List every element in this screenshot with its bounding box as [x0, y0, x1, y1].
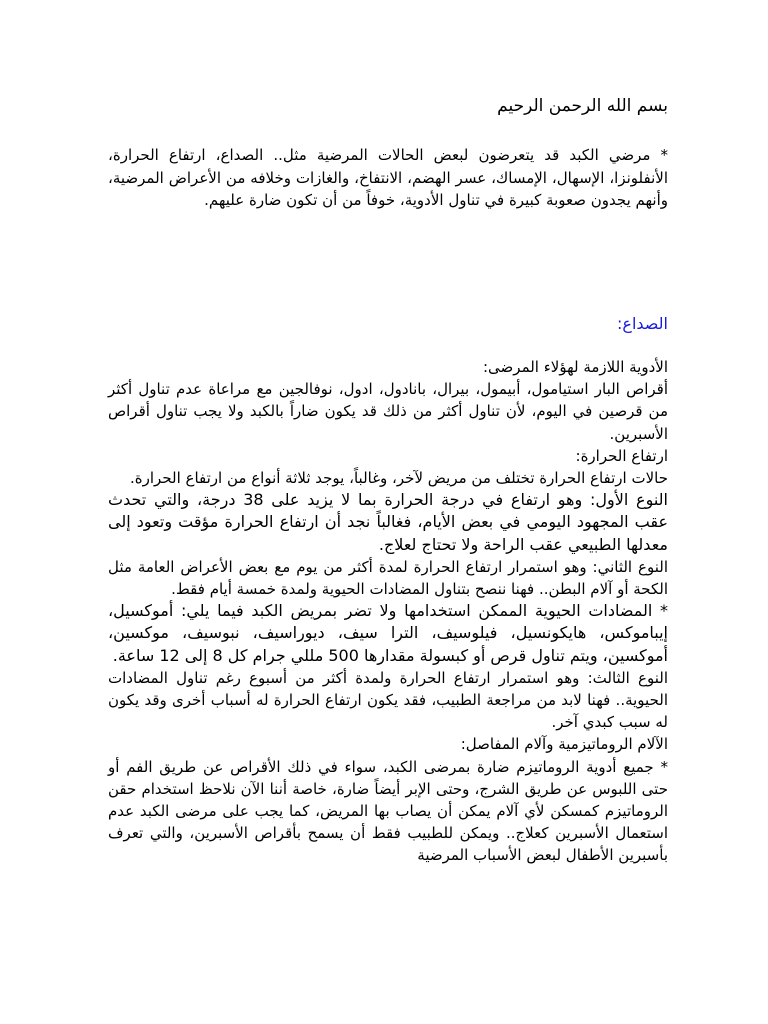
paragraph-type-three: النوع الثالث: وهو استمرار ارتفاع الحرارة ولمدة أكثر من أسبوع رغم تناول المضادات الحيوية.. فهنا لابد من مراجعة الطبيب، فقد يكون ارتفاع الحرارة له أسباب أخرى وقد يكون له سبب كبدي آخر.: [108, 668, 668, 732]
paragraph-medicines-heading: الأدوية اللازمة لهؤلاء المرضى:: [483, 358, 668, 376]
paragraph-painkillers: أقراص البار استيامول، أبيمول، بيرال، بانادول، ادول، نوفالجين مع مراعاة عدم تناول أكثر من قرصين في اليوم، لأن تناول أكثر من ذلك قد يكون ضاراً بالكبد ولا يجب تناول أقراص الأسبرين.: [108, 380, 668, 443]
paragraph-type-one: النوع الأول: وهو ارتفاع في درجة الحرارة بما لا يزيد على 38 درجة، والتي تحدث عقب المجهود اليومي في بعض الأيام، فغالباً نجد أن ارتفاع الحرارة مؤقت وتعود إلى معدلها الطبيعي عقب الراحة ولا تحتاج لعلاج.: [108, 490, 668, 554]
paragraph-fever-intro: حالات ارتفاع الحرارة تختلف من مريض لآخر، وغالباً، يوجد ثلاثة أنواع من ارتفاع الحرارة.: [130, 469, 668, 488]
body-text: [108, 356, 668, 867]
paragraph-type-two: النوع الثاني: وهو استمرار ارتفاع الحرارة لمدة أكثر من يوم مع بعض الأعراض العامة مثل الكحة أو آلام البطن.. فهنا ننصح بتناول المضادات الحيوية ولمدة خمسة أيام فقط.: [108, 557, 668, 599]
paragraph-rheumatism-heading: الآلام الروماتيزمية وآلام المفاصل:: [460, 735, 668, 754]
paragraph-fever-heading: ارتفاع الحرارة:: [575, 446, 668, 465]
intro-paragraph: * مرضي الكبد قد يتعرضون لبعض الحالات المرضية مثل.. الصداع، ارتفاع الحرارة، الأنفلونزا، الإسهال، الإمساك، عسر الهضم، الانتفاخ، والغازات وخلافه من الأعراض المرضية، وأنهم يجدون صعوبة كبيرة في تناول الأدوية، خوفاً من أن تكون ضارة عليهم.: [108, 146, 668, 209]
section-title-headache: الصداع:: [617, 314, 668, 333]
paragraph-rheumatism: * جميع أدوية الروماتيزم ضارة بمرضى الكبد، سواء في ذلك الأقراص عن طريق الفم أو حتى اللبوس عن طريق الشرج، وحتى الإبر أيضاً ضارة، خاصة أننا الآن نلاحظ استخدام حقن الروماتيزم كمسكن لأي آلام يمكن أن يصاب بها المريض، كما يجب على مرضى الكبد عدم استعمال الأسبرين كعلاج.. ويمكن للطبيب فقط أن يسمح بأقراص الأسبرين، والتي تعرف بأسبرين الأطفال لبعض الأسباب المرضية: [108, 757, 668, 865]
basmala-heading: بسم الله الرحمن الرحيم: [497, 96, 668, 116]
paragraph-antibiotics: * المضادات الحيوية الممكن استخدامها ولا تضر بمريض الكبد فيما يلي: أموكسيل، إيباموكس، هايكونسيل، فيلوسيف، الترا سيف، ديوراسيف، نبوسيف، موكسين، أموكسين، ويتم تناول قرص أو كبسولة مقدارها 500 مللي جرام كل 8 إلى 12 ساعة.: [108, 601, 668, 665]
